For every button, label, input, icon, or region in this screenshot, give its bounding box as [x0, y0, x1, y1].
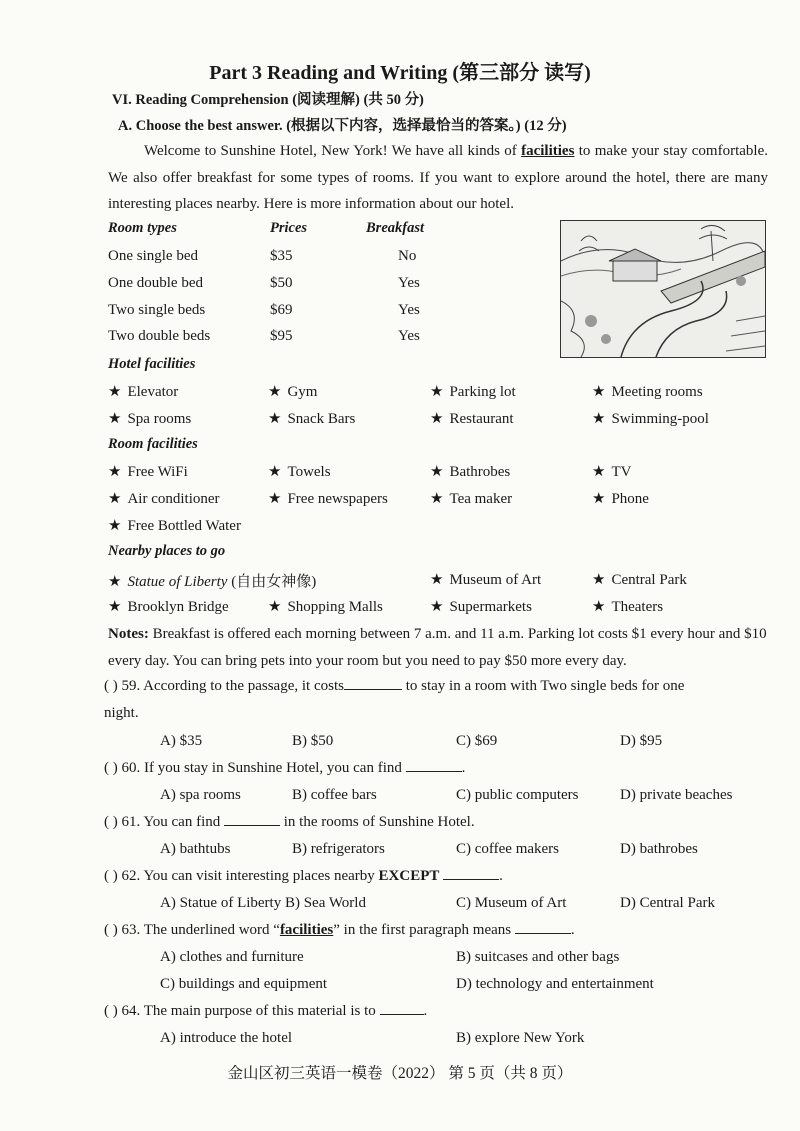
- star-icon: ★: [108, 518, 122, 534]
- star-icon: ★: [108, 411, 122, 427]
- page-footer: 金山区初三英语一模卷（2022） 第 5 页（共 8 页）: [227, 1065, 573, 1082]
- option-d[interactable]: D) $95: [620, 733, 663, 749]
- table-cell: $95: [270, 328, 293, 344]
- star-icon: ★: [108, 464, 122, 480]
- star-icon: ★: [430, 411, 444, 427]
- list-item: ★ TV: [592, 464, 632, 480]
- question-61: ( ) 61. You can find in the rooms of Sunshine Hotel.: [104, 814, 475, 830]
- hotel-facilities-heading: Hotel facilities: [108, 356, 196, 372]
- list-item: ★ Spa rooms: [108, 411, 192, 427]
- star-icon: ★: [108, 574, 122, 590]
- nearby-places-heading: Nearby places to go: [108, 543, 226, 559]
- option-d[interactable]: D) bathrobes: [620, 841, 698, 857]
- table-cell: $69: [270, 302, 293, 318]
- star-icon: ★: [430, 491, 444, 507]
- star-icon: ★: [592, 491, 606, 507]
- option-d[interactable]: D) technology and entertainment: [456, 976, 654, 992]
- list-item: ★ Shopping Malls: [268, 599, 383, 615]
- table-header-breakfast: Breakfast: [366, 220, 424, 236]
- page-title: Part 3 Reading and Writing (第三部分 读写): [209, 62, 591, 84]
- option-a[interactable]: A) clothes and furniture: [160, 949, 304, 965]
- question-59: ( ) 59. According to the passage, it costs to stay in a room with Two single beds for one: [104, 678, 685, 694]
- table-cell: Yes: [398, 275, 420, 291]
- table-cell: $50: [270, 275, 293, 291]
- option-c[interactable]: C) $69: [456, 733, 498, 749]
- hotel-landscape-illustration: [560, 220, 766, 358]
- option-a-b[interactable]: A) Statue of Liberty B) Sea World: [160, 895, 366, 911]
- list-item: ★ Meeting rooms: [592, 384, 703, 400]
- list-item: ★ Elevator: [108, 384, 179, 400]
- table-cell: One single bed: [108, 248, 198, 264]
- option-b[interactable]: B) suitcases and other bags: [456, 949, 620, 965]
- notes-text: Breakfast is offered each morning between 7 a.m. and 11 a.m. Parking lot costs $1 every hour and $10 every day. You can bring pets into your room but you need to pay $50 more every day.: [108, 626, 767, 669]
- list-item: ★ Supermarkets: [430, 599, 532, 615]
- table-cell: Yes: [398, 328, 420, 344]
- list-item: ★ Swimming-pool: [592, 411, 709, 427]
- option-b[interactable]: B) refrigerators: [292, 841, 385, 857]
- answer-blank[interactable]: [224, 825, 280, 826]
- star-icon: ★: [592, 464, 606, 480]
- option-a[interactable]: A) $35: [160, 733, 203, 749]
- list-item: ★ Central Park: [592, 572, 687, 588]
- star-icon: ★: [592, 599, 606, 615]
- star-icon: ★: [430, 384, 444, 400]
- answer-blank[interactable]: [515, 933, 571, 934]
- question-60: ( ) 60. If you stay in Sunshine Hotel, you can find .: [104, 760, 466, 776]
- option-c[interactable]: C) public computers: [456, 787, 579, 803]
- section-heading: VI. Reading Comprehension (阅读理解) (共 50 分): [112, 92, 424, 108]
- star-icon: ★: [108, 491, 122, 507]
- list-item: ★ Free WiFi: [108, 464, 188, 480]
- option-b[interactable]: B) explore New York: [456, 1030, 585, 1046]
- list-item: ★ Parking lot: [430, 384, 516, 400]
- table-header-prices: Prices: [270, 220, 308, 236]
- option-a[interactable]: A) introduce the hotel: [160, 1030, 293, 1046]
- list-item: ★ Gym: [268, 384, 318, 400]
- list-item: ★ Free newspapers: [268, 491, 388, 507]
- star-icon: ★: [268, 464, 282, 480]
- table-cell: Two double beds: [108, 328, 211, 344]
- table-header-room-types: Room types: [108, 220, 177, 236]
- intro-text-cont: to make your stay comfortable. We also offer breakfast for some types of rooms. If you want to explore around the hotel, there are many interesting places nearby. Here is more information about our hotel.: [108, 143, 768, 212]
- intro-text: Welcome to Sunshine Hotel, New York! We have all kinds of: [144, 143, 522, 159]
- table-cell: $35: [270, 248, 293, 264]
- intro-paragraph: [108, 138, 768, 218]
- option-d[interactable]: D) private beaches: [620, 787, 733, 803]
- star-icon: ★: [108, 384, 122, 400]
- answer-blank[interactable]: [443, 879, 499, 880]
- table-cell: Two single beds: [108, 302, 206, 318]
- question-62: ( ) 62. You can visit interesting places nearby EXCEPT .: [104, 868, 503, 884]
- list-item: ★ Bathrobes: [430, 464, 511, 480]
- option-c[interactable]: C) coffee makers: [456, 841, 560, 857]
- option-b[interactable]: B) $50: [292, 733, 334, 749]
- room-facilities-heading: Room facilities: [108, 436, 198, 452]
- list-item: ★ Museum of Art: [430, 572, 542, 588]
- star-icon: ★: [268, 411, 282, 427]
- table-cell: No: [398, 248, 417, 264]
- notes-paragraph: [108, 621, 768, 675]
- option-b[interactable]: B) coffee bars: [292, 787, 377, 803]
- star-icon: ★: [268, 384, 282, 400]
- star-icon: ★: [108, 599, 122, 615]
- question-64: ( ) 64. The main purpose of this material is to .: [104, 1003, 428, 1019]
- list-item: ★ Phone: [592, 491, 649, 507]
- star-icon: ★: [430, 464, 444, 480]
- star-icon: ★: [430, 572, 444, 588]
- star-icon: ★: [592, 572, 606, 588]
- star-icon: ★: [430, 599, 444, 615]
- answer-blank[interactable]: [406, 771, 462, 772]
- star-icon: ★: [592, 384, 606, 400]
- list-item: ★ Brooklyn Bridge: [108, 599, 229, 615]
- list-item: ★ Snack Bars: [268, 411, 356, 427]
- subsection-heading: A. Choose the best answer. (根据以下内容，选择最恰当的答案。) (12 分): [118, 118, 567, 134]
- notes-label: Notes:: [108, 626, 149, 642]
- option-c[interactable]: C) Museum of Art: [456, 895, 567, 911]
- star-icon: ★: [268, 491, 282, 507]
- option-a[interactable]: A) spa rooms: [160, 787, 241, 803]
- list-item: ★ Air conditioner: [108, 491, 220, 507]
- table-cell: One double bed: [108, 275, 203, 291]
- answer-blank[interactable]: [380, 1014, 424, 1015]
- question-59-cont: night.: [104, 705, 139, 721]
- list-item: ★ Restaurant: [430, 411, 514, 427]
- question-63: ( ) 63. The underlined word “facilities” in the first paragraph means .: [104, 922, 575, 938]
- list-item: ★ Statue of Liberty (自由女神像): [108, 574, 317, 590]
- underlined-word: facilities: [521, 143, 575, 159]
- list-item: ★ Tea maker: [430, 491, 513, 507]
- answer-blank[interactable]: [344, 689, 402, 690]
- option-c[interactable]: C) buildings and equipment: [160, 976, 328, 992]
- option-d[interactable]: D) Central Park: [620, 895, 715, 911]
- list-item: ★ Towels: [268, 464, 331, 480]
- table-cell: Yes: [398, 302, 420, 318]
- list-item: ★ Theaters: [592, 599, 664, 615]
- star-icon: ★: [268, 599, 282, 615]
- list-item: ★ Free Bottled Water: [108, 518, 241, 534]
- star-icon: ★: [592, 411, 606, 427]
- option-a[interactable]: A) bathtubs: [160, 841, 231, 857]
